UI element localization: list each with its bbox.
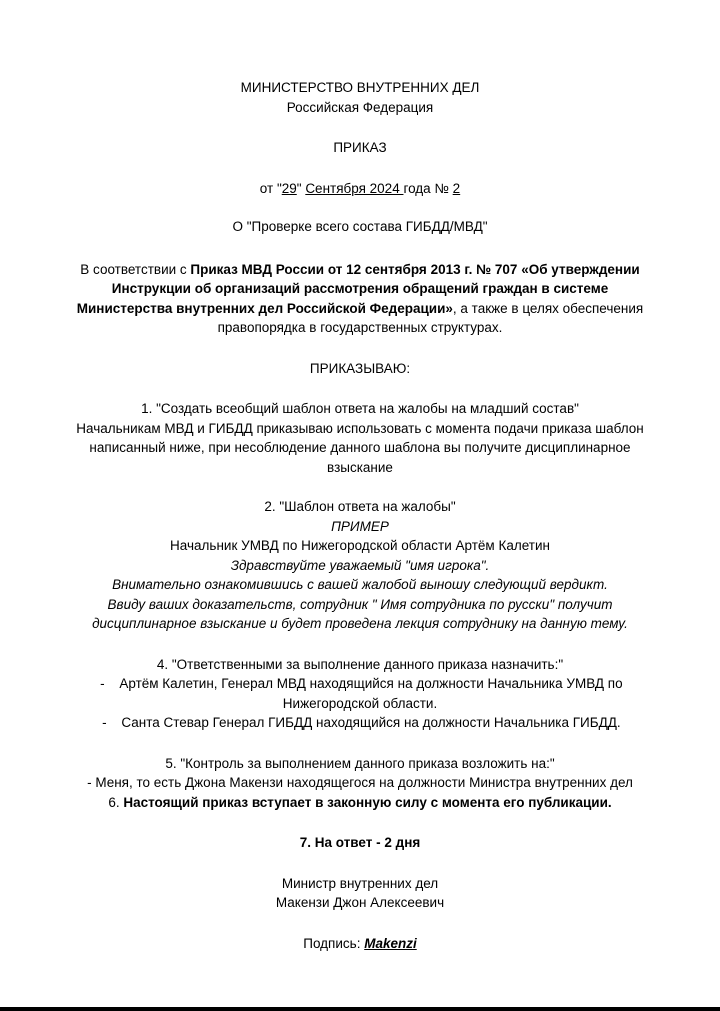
spacer-after-order-keyword: [58, 378, 662, 399]
reference-citation: Приказ МВД России от 12 сентября 2013 г. № 707 «Об утверждении Инструкции об организаций рассмотрения обращений граждан в системе Министерства внутренних дел Российской Федерации»: [76, 261, 640, 316]
date-year-word: года №: [403, 180, 453, 196]
spacer-after-section-1: [58, 477, 662, 497]
date-prefix: от ": [259, 180, 282, 196]
spacer-after-doctype: [58, 158, 662, 179]
signatory-position: Министр внутренних дел: [281, 875, 439, 891]
section-6-number: 6.: [108, 794, 124, 810]
date-line: [58, 179, 662, 199]
spacer-after-section-7: [58, 853, 662, 874]
signatory-name: Макензи Джон Алексеевич: [275, 895, 445, 910]
date-order-number: 2: [452, 180, 461, 196]
document-type-heading: ПРИКАЗ: [333, 140, 387, 155]
section-5-item-1: - Меня, то есть Джона Макензи находящегося на должности Министра внутренних дел: [87, 775, 633, 790]
country-subtitle: Российская Федерация: [286, 99, 434, 115]
bullet-dash-icon: -: [100, 676, 105, 691]
section-2-evidence-line: Ввиду ваших доказательств, сотрудник " Имя сотрудника по русски" получит: [107, 596, 613, 612]
signature-label: Подпись:: [303, 935, 365, 951]
date-day: 29: [281, 180, 297, 196]
spacer-after-date: [58, 198, 662, 217]
section-6: [58, 793, 662, 813]
section-1-title: 1. "Создать всеобщий шаблон ответа на жалобы на младший состав": [141, 401, 579, 416]
spacer-after-section-6: [58, 812, 662, 833]
signature-value: Makenzi: [364, 935, 417, 951]
bullet-dash-icon: -: [102, 715, 107, 730]
section-2-title: 2. "Шаблон ответа на жалобы": [264, 499, 456, 514]
section-1-body: Начальникам МВД и ГИБДД приказываю использовать с момента подачи приказа шаблон написанный ниже, при несоблюдение данного шаблона вы получите дисциплинарное взыскание: [76, 420, 644, 475]
reference-tail: , а также в целях обеспечения правопорядка в государственных структурах.: [217, 300, 644, 335]
spacer-before-signature: [58, 913, 662, 934]
reference-lead: В соответствии с: [80, 261, 191, 277]
spacer-after-section-4: [58, 733, 662, 754]
section-4-item-2: [58, 713, 662, 733]
date-mid: ": [296, 180, 306, 196]
section-4-title: 4. "Ответственными за выполнение данного приказа назначить:": [156, 656, 564, 672]
section-5-title: 5. "Контроль за выполнением данного приказа возложить на:": [165, 755, 555, 771]
section-2-verdict-line: Внимательно ознакомившись с вашей жалобой выношу следующий вердикт.: [112, 577, 608, 592]
spacer-after-reference: [58, 338, 662, 359]
spacer-after-section-2: [58, 634, 662, 655]
section-4-item-1: [58, 674, 662, 713]
section-7: 7. На ответ - 2 дня: [299, 835, 421, 850]
date-month-year: Сентября 2024: [305, 180, 404, 196]
signature-line: [58, 934, 662, 954]
section-2-penalty-line: дисциплинарное взыскание и будет проведена лекция сотруднику на данную тему.: [92, 616, 628, 631]
section-6-text: Настоящий приказ вступает в законную силу с момента его публикации.: [123, 794, 612, 810]
spacer-after-subject: [58, 237, 662, 260]
ministry-title: МИНИСТЕРСТВО ВНУТРЕННИХ ДЕЛ: [240, 80, 480, 95]
section-2-example-label: ПРИМЕР: [331, 518, 389, 534]
order-keyword: ПРИКАЗЫВАЮ:: [309, 360, 411, 376]
section-2-addressee: Начальник УМВД по Нижегородской области Артём Калетин: [170, 538, 550, 553]
top-margin-spacer: [58, 0, 662, 78]
document-subject: О "Проверке всего состава ГИБДД/МВД": [232, 219, 488, 234]
bottom-edge-bar: [0, 1007, 720, 1011]
section-2-greeting: Здравствуйте уважаемый "имя игрока".: [230, 557, 490, 573]
legal-reference-paragraph: [58, 260, 662, 338]
section-4-item-2-text: Санта Стевар Генерал ГИБДД находящийся на должности Начальника ГИБДД.: [121, 715, 621, 730]
section-4-item-1-text: Артём Калетин, Генерал МВД находящийся на должности Начальника УМВД по Нижегородской области.: [119, 676, 623, 711]
spacer-after-organization: [58, 117, 662, 138]
